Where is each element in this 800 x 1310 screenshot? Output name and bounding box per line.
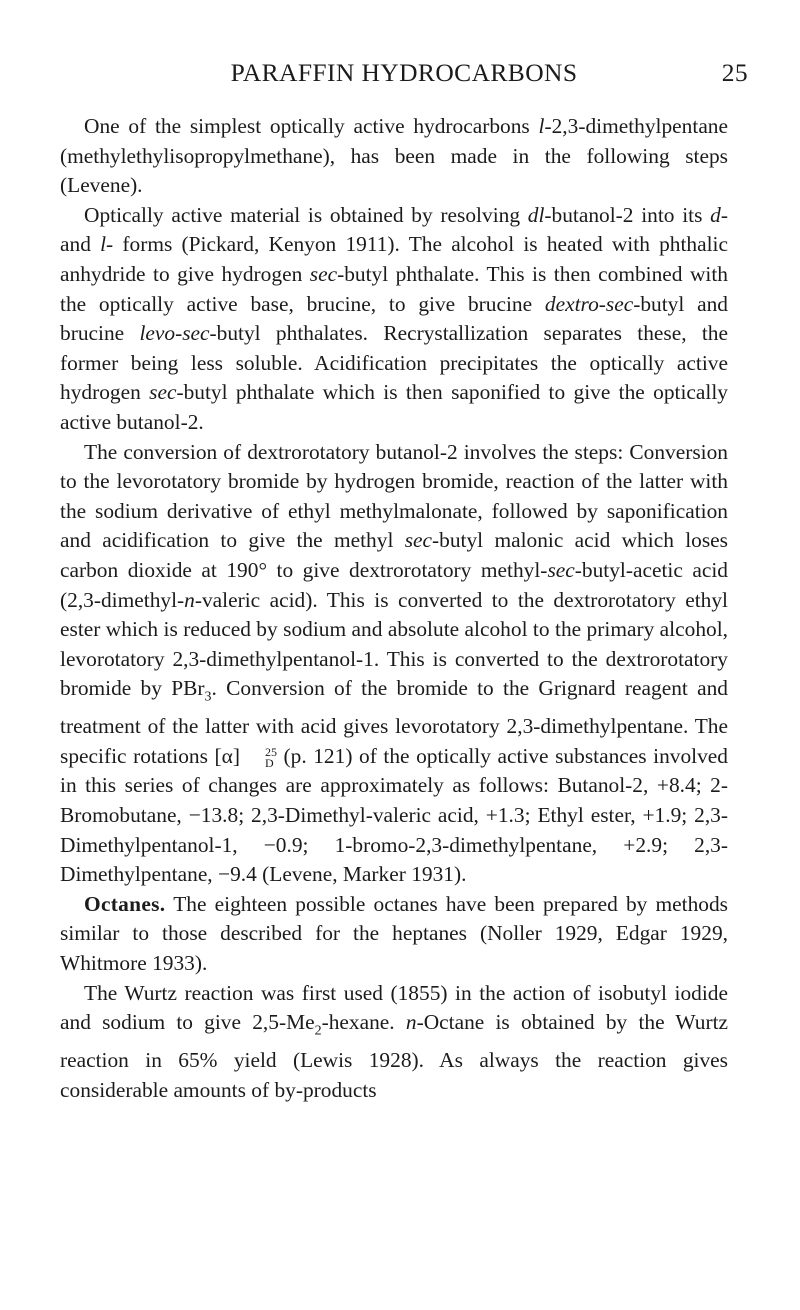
text: One of the simplest optically active hydrocarbons xyxy=(84,114,539,138)
rotation-indices xyxy=(241,744,277,770)
text: -butyl-acetic acid (2,3-dimethyl- xyxy=(60,557,728,612)
text: -butyl phthalate which is then saponified to give the optically active butanol-2. xyxy=(60,380,728,434)
italic-text: dl xyxy=(527,202,545,227)
text: -Octane is obtained by the Wurtz reaction in 65% yield (Lewis 1928). As always the reaction gives considerable amounts of by-products xyxy=(60,1010,729,1102)
italic-text: sec xyxy=(149,380,177,405)
italic-text: sec xyxy=(547,557,575,582)
text: -butyl phthalate. This is then combined with the optically active base, brucine, to give brucine xyxy=(60,261,729,316)
text: -butanol-2 into its xyxy=(544,202,711,227)
text: -butyl malonic acid which loses carbon dioxide at 190° to give dextrorotatory methyl- xyxy=(60,528,728,582)
italic-text: n xyxy=(184,587,195,612)
running-head: PARAFFIN HYDROCARBONS xyxy=(230,58,578,87)
text: -2,3-dimethylpentane (methylethylisopropylmethane), has been made in the following steps (Levene). xyxy=(60,114,728,198)
italic-text: levo-sec xyxy=(139,321,210,346)
text: The conversion of dextrorotatory butanol-2 involves the steps: Conversion to the levorotatory bromide by hydrogen bromide, reaction of the latter with the sodium derivative of ethyl methylmalonate, followed by saponification and acidification to give the methyl xyxy=(60,439,728,553)
body-text xyxy=(60,112,728,1105)
italic-text: dextro-sec xyxy=(544,291,634,316)
text: -hexane. xyxy=(321,1010,406,1035)
section-heading-octanes: Octanes. xyxy=(84,891,166,916)
text: - and xyxy=(60,202,728,257)
superscript: 25 xyxy=(264,744,277,759)
text: (p. 121) of the optically active substances involved in this series of changes are approximately as follows: Butanol-2, +8.4; 2-Bromobutane, −13.8; 2,3-Dimethyl-valeric acid, +1.3; Ethyl ester, +1.9; 2,3-Dimethylpentanol-1, −0.9; 1-bromo-2,3-dimethylpentane, +2.9; 2,3-Dimethylpentane, −9.4 (Levene, Marker 1931). xyxy=(60,743,728,887)
subscript: D xyxy=(264,755,274,770)
paragraph-4 xyxy=(60,890,728,979)
subscript: 3 xyxy=(204,689,212,705)
text: The Wurtz reaction was first used (1855) in the action of isobutyl iodide and sodium to give 2,5-Me xyxy=(60,980,728,1035)
italic-text: n xyxy=(405,1010,417,1035)
italic-text: sec xyxy=(309,261,338,286)
page-header xyxy=(60,58,748,92)
text: - forms (Pickard, Kenyon 1911). The alcohol is heated with phthalic anhydride to give hydrogen xyxy=(60,232,728,286)
italic-text: l xyxy=(538,114,545,138)
paragraph-5 xyxy=(60,979,728,1106)
text: The eighteen possible octanes have been prepared by methods similar to those described for the heptanes (Noller 1929, Edgar 1929, Whitmore 1933). xyxy=(60,891,728,975)
text: Optically active material is obtained by resolving xyxy=(84,202,528,227)
paragraph-2 xyxy=(60,201,728,438)
text: . Conversion of the bromide to the Grignard reagent and treatment of the latter with acid gives levorotatory 2,3-dimethylpentane. The specific rotations [α] xyxy=(60,676,728,768)
page-number: 25 xyxy=(721,58,748,87)
italic-text: l xyxy=(100,232,107,257)
paragraph-3 xyxy=(60,438,728,890)
text: -butyl and brucine xyxy=(60,291,729,346)
italic-text: d xyxy=(710,202,721,227)
text: -butyl phthalates. Recrystallization separates these, the former being less soluble. Acidification precipitates the optically active hydrogen xyxy=(60,321,728,405)
subscript: 2 xyxy=(314,1023,322,1039)
italic-text: sec xyxy=(404,528,433,553)
text: -valeric acid). This is converted to the dextrorotatory ethyl ester which is reduced by sodium and absolute alcohol to the primary alcohol, levorotatory 2,3-dimethylpentanol-1. This is converted to the dextrorotatory bromide by PBr xyxy=(60,587,728,701)
paragraph-1 xyxy=(60,112,728,201)
